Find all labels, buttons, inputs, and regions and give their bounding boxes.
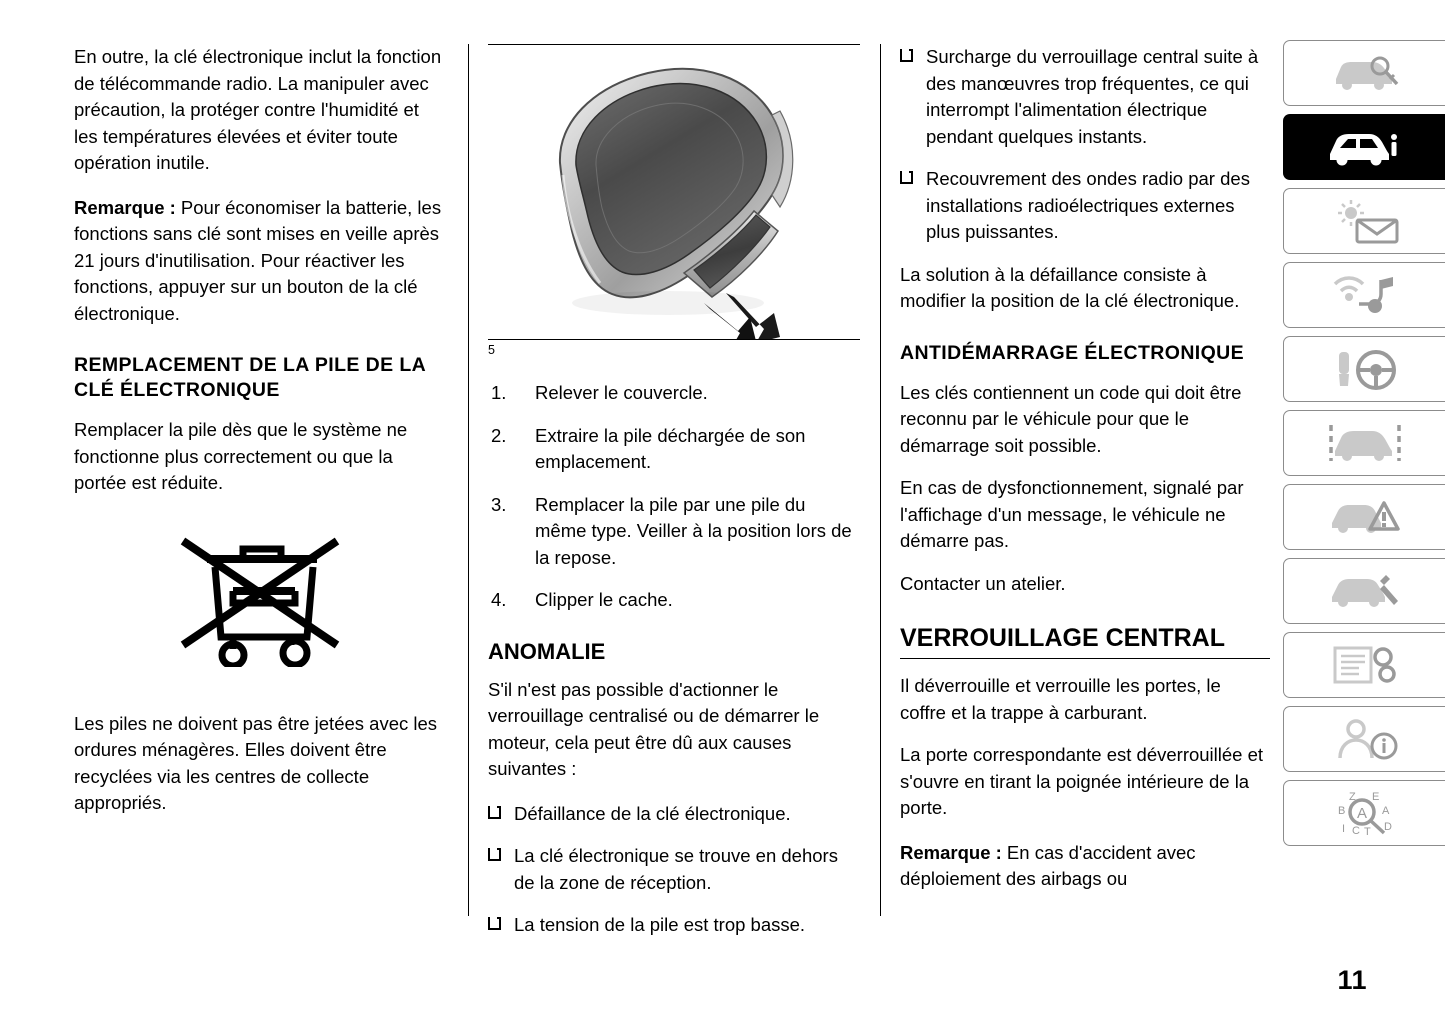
bullet-text: Recouvrement des ondes radio par des installations radioélectriques externes plus puissantes.	[926, 168, 1250, 242]
note-text: En cas d'accident avec déploiement des airbags ou	[900, 841, 1196, 889]
roadside-warning-tab-icon	[1328, 495, 1402, 539]
svg-text:Z: Z	[1348, 791, 1356, 803]
bullet-text: La tension de la pile est trop basse.	[514, 914, 806, 935]
central-locking-paragraph-1: Il déverrouille et verrouille les portes, le coffre et la trappe à carburant.	[900, 675, 1221, 723]
infotainment-tab-icon	[1329, 272, 1401, 318]
list-item	[488, 843, 860, 896]
section-heading-anomalie: ANOMALIE	[488, 638, 606, 664]
emergency-tab-icon	[1327, 421, 1403, 465]
immobilizer-paragraph-2: En cas de dysfonctionnement, signalé par l'affichage d'un message, le véhicule ne démarre pas.	[900, 477, 1244, 551]
electronic-key-fob-illustration	[488, 45, 860, 339]
list-item	[900, 166, 1270, 246]
bullet-text: La clé électronique se trouve en dehors de la zone de réception.	[514, 845, 838, 893]
anomaly-paragraph: S'il n'est pas possible d'actionner le verrouillage centralisé ou de démarrer le moteur, cela peut être dû aux causes suivantes :	[488, 678, 820, 779]
solution-paragraph: La solution à la défaillance consiste à modifier la position de la clé électronique.	[900, 263, 1240, 311]
svg-text:C: C	[1351, 825, 1360, 836]
section-heading-verrouillage-central: VERROUILLAGE CENTRAL	[900, 624, 1225, 652]
step-text: Remplacer la pile par une pile du même type. Veiller à la position lors de la repose.	[535, 493, 852, 568]
sidebar-item-emergency[interactable]	[1283, 410, 1445, 476]
step-number: 3.	[491, 493, 507, 515]
sidebar-item-roadside-warning[interactable]	[1283, 484, 1445, 550]
accident-note	[900, 840, 1270, 893]
square-bullet-icon	[900, 49, 913, 62]
column-separator-2	[880, 44, 881, 916]
recycle-figure	[74, 519, 444, 667]
battery-disposal-paragraph: Les piles ne doivent pas être jetées avec les ordures ménagères. Elles doivent être recyclées via les centres de collecte appropriés.	[74, 712, 438, 813]
square-bullet-icon	[488, 848, 501, 861]
battery-note	[74, 195, 444, 328]
list-item	[488, 380, 860, 407]
note-text: Pour économiser la batterie, les fonctions sans clé sont mises en veille après 21 jours d'inutilisation. Pour réactiver les fonctions, appuyer sur un bouton de la clé électronique.	[74, 196, 442, 324]
driving-tab-icon	[1329, 346, 1401, 392]
immobilizer-paragraph-1: Les clés contiennent un code qui doit être reconnu par le véhicule pour que le démarrage soit possible.	[900, 381, 1242, 456]
list-item	[488, 912, 860, 939]
maintenance-tab-icon	[1328, 569, 1402, 613]
central-locking-paragraph-2: La porte correspondante est déverrouillée et s'ouvre en tirant la poignée intérieure de la porte.	[900, 744, 1264, 818]
figure-caption: 5	[488, 343, 495, 357]
note-label: Remarque :	[74, 196, 176, 218]
svg-text:E: E	[1371, 791, 1379, 803]
svg-text:I: I	[1341, 823, 1345, 835]
list-item	[488, 492, 860, 572]
key-fob-figure	[488, 44, 860, 340]
bullet-text: Défaillance de la clé électronique.	[514, 802, 791, 824]
anomaly-causes-list-continued	[900, 44, 1270, 246]
svg-text:B: B	[1337, 805, 1345, 817]
sidebar-item-technical-data[interactable]	[1283, 632, 1445, 698]
column-3	[900, 44, 1270, 911]
svg-text:A: A	[1381, 805, 1389, 817]
square-bullet-icon	[900, 171, 913, 184]
svg-text:T: T	[1363, 826, 1371, 836]
anomaly-causes-list	[488, 801, 860, 939]
immobilizer-paragraph-3: Contacter un atelier.	[900, 572, 1066, 594]
dashboard-warning-lights-tab-icon	[1329, 198, 1401, 244]
square-bullet-icon	[488, 917, 501, 930]
intro-paragraph: En outre, la clé électronique inclut la fonction de télécommande radio. La manipuler avec précaution, la protéger contre l'humidité et les températures élevées et éviter toute opération inutile.	[74, 46, 442, 173]
step-text: Clipper le cache.	[535, 589, 673, 610]
square-bullet-icon	[488, 806, 501, 819]
sidebar-item-maintenance[interactable]	[1283, 558, 1445, 624]
section-heading-antidemarrage: ANTIDÉMARRAGE ÉLECTRONIQUE	[900, 341, 1245, 364]
sidebar-item-infotainment[interactable]	[1283, 262, 1445, 328]
crossed-out-wheeled-bin-icon	[161, 519, 357, 667]
technical-data-tab-icon	[1329, 642, 1401, 688]
sidebar-item-car-key[interactable]	[1283, 40, 1445, 106]
svg-text:D: D	[1383, 821, 1392, 833]
alphabetical-index-tab-icon	[1328, 790, 1402, 836]
page-number: 11	[1337, 965, 1367, 995]
procedure-list	[488, 380, 860, 614]
list-item	[488, 587, 860, 614]
list-item	[488, 423, 860, 476]
heading-rule	[900, 658, 1270, 659]
chapter-tab-bar	[1283, 40, 1445, 854]
customer-service-tab-icon	[1332, 716, 1398, 762]
step-text: Relever le couvercle.	[535, 382, 708, 403]
step-number: 2.	[491, 424, 507, 446]
svg-text:A: A	[1356, 805, 1367, 822]
column-separator-1	[468, 44, 469, 916]
battery-replacement-paragraph: Remplacer la pile dès que le système ne fonctionne plus correctement ou que la portée est réduite.	[74, 419, 408, 493]
step-text: Extraire la pile déchargée de son emplacement.	[535, 424, 806, 472]
car-key-tab-icon	[1330, 51, 1400, 95]
column-2	[488, 44, 860, 955]
step-number: 1.	[491, 382, 507, 403]
section-heading-key-battery: REMPLACEMENT DE LA PILE DE LA CLÉ ÉLECTRONIQUE	[74, 354, 426, 401]
bullet-text: Surcharge du verrouillage central suite à des manœuvres trop fréquentes, ce qui interrompt l'alimentation électrique pendant quelques instants.	[926, 46, 1259, 147]
sidebar-item-alphabetical-index[interactable]	[1283, 780, 1445, 846]
column-1	[74, 44, 444, 835]
sidebar-item-car-info[interactable]	[1283, 114, 1445, 180]
sidebar-item-dashboard-warning-lights[interactable]	[1283, 188, 1445, 254]
car-info-tab-icon	[1326, 124, 1404, 170]
sidebar-item-driving[interactable]	[1283, 336, 1445, 402]
sidebar-item-customer-service[interactable]	[1283, 706, 1445, 772]
list-item	[900, 44, 1270, 150]
list-item	[488, 801, 860, 828]
note-label: Remarque :	[900, 841, 1002, 863]
step-number: 4.	[491, 589, 507, 610]
